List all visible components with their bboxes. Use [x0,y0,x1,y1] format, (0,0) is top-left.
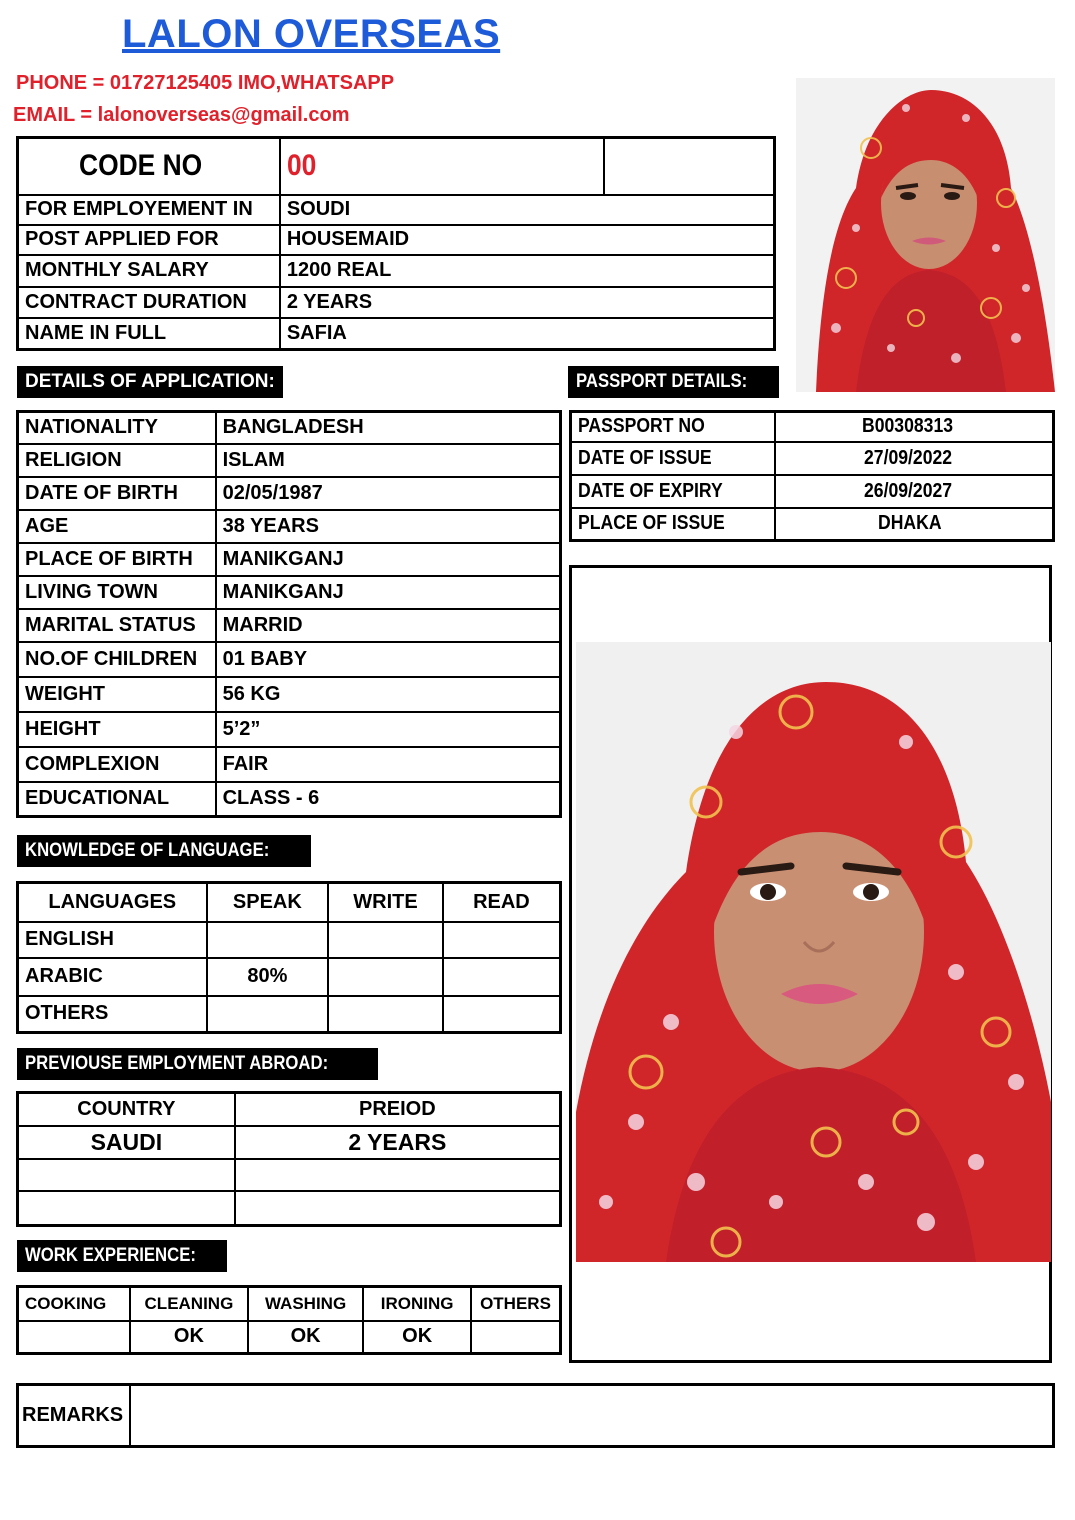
job-value: HOUSEMAID [280,225,775,255]
work-header: CLEANING [130,1287,248,1321]
remarks-label: REMARKS [18,1385,130,1447]
language-cell: 80% [207,958,329,996]
work-header: IRONING [363,1287,471,1321]
work-value: OK [130,1321,248,1354]
app-value: 5’2” [216,712,561,747]
passport-value: 26/09/2027 [775,475,1054,508]
app-value: 38 YEARS [216,510,561,543]
email-line: EMAIL = lalonoverseas@gmail.com [13,104,350,126]
app-value: 56 KG [216,677,561,712]
previous-country [18,1159,235,1191]
language-header: READ [443,883,561,922]
passport-table [569,410,1055,542]
app-label: LIVING TOWN [18,576,216,609]
app-label: MARITAL STATUS [18,609,216,642]
app-value: MANIKGANJ [216,543,561,576]
language-cell [443,996,561,1033]
job-value: SAFIA [280,318,775,350]
phone-line: PHONE = 01727125405 IMO,WHATSAPP [16,72,395,94]
application-table [16,410,562,818]
passport-label: DATE OF ISSUE [571,442,775,475]
app-label: EDUCATIONAL [18,782,216,817]
passport-label: PLACE OF ISSUE [571,508,775,541]
language-cell [328,958,443,996]
work-header: COOKING [18,1287,131,1321]
language-cell [443,922,561,958]
passport-value: B00308313 [775,412,1054,442]
language-cell [443,958,561,996]
company-name: LALON OVERSEAS [122,12,501,56]
app-label: DATE OF BIRTH [18,477,216,510]
passport-section-title: PASSPORT DETAILS: [568,366,779,398]
code-value: 00 [280,138,604,195]
code-label: CODE NO [18,138,280,195]
previous-period [235,1159,561,1191]
job-label: NAME IN FULL [18,318,280,350]
work-experience-section-title: WORK EXPERIENCE: [17,1240,227,1272]
small-portrait-photo [796,78,1055,392]
app-label: RELIGION [18,444,216,477]
language-table [16,881,562,1034]
previous-header: PREIOD [235,1093,561,1126]
passport-label: DATE OF EXPIRY [571,475,775,508]
app-value: CLASS - 6 [216,782,561,817]
app-label: HEIGHT [18,712,216,747]
language-header: LANGUAGES [18,883,207,922]
work-value: OK [363,1321,471,1354]
app-label: NO.OF CHILDREN [18,642,216,677]
app-value: 02/05/1987 [216,477,561,510]
app-label: WEIGHT [18,677,216,712]
app-value: FAIR [216,747,561,782]
app-value: MARRID [216,609,561,642]
language-name: OTHERS [18,996,207,1033]
previous-employment-table [16,1091,562,1227]
application-section-title: DETAILS OF APPLICATION: [17,366,283,398]
passport-label: PASSPORT NO [571,412,775,442]
app-label: AGE [18,510,216,543]
job-value: 1200 REAL [280,255,775,287]
remarks-table [16,1383,1055,1448]
job-value: 2 YEARS [280,287,775,318]
code-extra-cell [604,138,774,195]
job-value: SOUDI [280,195,775,225]
previous-period: 2 YEARS [235,1126,561,1159]
previous-country: SAUDI [18,1126,235,1159]
app-value: ISLAM [216,444,561,477]
work-header: OTHERS [471,1287,561,1321]
app-value: 01 BABY [216,642,561,677]
app-label: COMPLEXION [18,747,216,782]
language-cell [328,922,443,958]
job-label: POST APPLIED FOR [18,225,280,255]
job-label: FOR EMPLOYEMENT IN [18,195,280,225]
language-header: SPEAK [207,883,329,922]
job-label: MONTHLY SALARY [18,255,280,287]
large-portrait-photo [576,642,1051,1262]
app-label: PLACE OF BIRTH [18,543,216,576]
language-cell [207,996,329,1033]
previous-period [235,1191,561,1226]
work-experience-table [16,1285,562,1355]
language-name: ARABIC [18,958,207,996]
job-label: CONTRACT DURATION [18,287,280,318]
previous-country [18,1191,235,1226]
job-info-table [16,136,776,351]
language-section-title: KNOWLEDGE OF LANGUAGE: [17,835,311,867]
language-name: ENGLISH [18,922,207,958]
app-value: MANIKGANJ [216,576,561,609]
work-value: OK [248,1321,364,1354]
previous-header: COUNTRY [18,1093,235,1126]
work-header: WASHING [248,1287,364,1321]
previous-employment-section-title: PREVIOUSE EMPLOYMENT ABROAD: [17,1048,378,1080]
work-value [471,1321,561,1354]
passport-value: DHAKA [775,508,1054,541]
remarks-value [130,1385,1054,1447]
work-value [18,1321,131,1354]
app-value: BANGLADESH [216,412,561,444]
language-header: WRITE [328,883,443,922]
language-cell [207,922,329,958]
language-cell [328,996,443,1033]
passport-value: 27/09/2022 [775,442,1054,475]
app-label: NATIONALITY [18,412,216,444]
